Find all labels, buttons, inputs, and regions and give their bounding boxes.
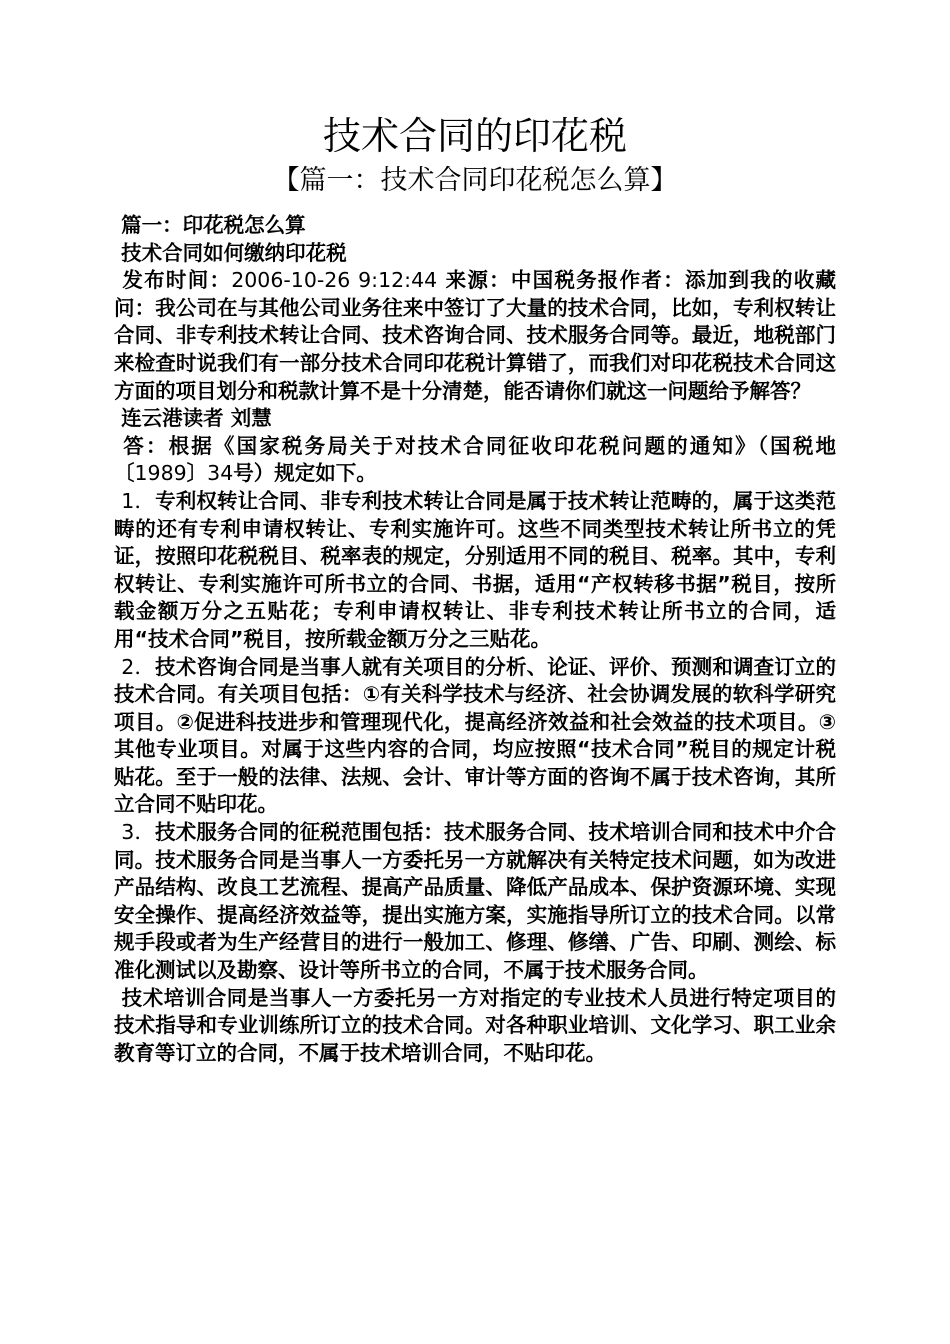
article-meta — [114, 267, 836, 405]
training-paragraph: 技术培训合同是当事人一方委托另一方对指定的专业技术人员进行特定项目的技术指导和专业训练所订立的技术合同。对各种职业培训、文化学习、职工业余教育等订立的合同，不属于技术培训合同，不贴印花。 — [114, 985, 837, 1065]
item-3: 3．技术服务合同的征税范围包括：技术服务合同、技术培训合同和技术中介合同。技术服务合同是当事人一方委托另一方就解决有关特定技术问题，如为改进产品结构、改良工艺流程、提高产品质量、降低产品成本、保护资源环境、实现安全操作、提高经济效益等，提出实施方案，实施指导所订立的技术合同。以常规手段或者为生产经营目的进行一般加工、修理、修缮、广告、印刷、测绘、标准化测试以及勘察、设计等所书立的合同，不属于技术服务合同。 — [114, 820, 837, 983]
reader-name: 连云港读者 刘慧 — [121, 406, 272, 431]
document-body — [114, 212, 836, 1067]
section-heading: 篇一：印花税怎么算 — [121, 213, 306, 237]
publish-label: 发布时间： — [122, 268, 232, 293]
document-subtitle: 【篇一：技术合同印花税怎么算】 — [272, 165, 678, 196]
answer-intro: 答：根据《国家税务局关于对技术合同征收印花税问题的通知》（国税地〔1989〕34号）规定如下。 — [114, 433, 836, 486]
item-1: 1．专利权转让合同、非专利技术转让合同是属于技术转让范畴的，属于这类范畴的还有专利申请权转让、专利实施许可。这些不同类型技术转让所书立的凭证，按照印花税税目、税率表的规定，分别适用不同的税目、税率。其中，专利权转让、专利实施许可所书立的合同、书据，适用“产权转移书据”税目，按所载金额万分之五贴花；专利申请权转让、非专利技术转让所书立的合同，适用“技术合同”税目，按所载金额万分之三贴花。 — [114, 488, 837, 651]
publish-time: 2006-10-26 9:12:44 — [231, 268, 438, 293]
meta-question: 来源：中国税务报作者：添加到我的收藏 问：我公司在与其他公司业务往来中签订了大量的技术合同，比如，专利权转让合同、非专利技术转让合同、技术咨询合同、技术服务合同等。最近，地税部门来检查时说我们有一部分技术合同印花税计算错了，而我们对印花税技术合同这方面的项目划分和税款计算不是十分清楚，能否请你们就这一问题给予解答？ — [114, 268, 837, 403]
item-2: 2．技术咨询合同是当事人就有关项目的分析、论证、评价、预测和调查订立的技术合同。有关项目包括：①有关科学技术与经济、社会协调发展的软科学研究项目。②促进科技进步和管理现代化，提高经济效益和社会效益的技术项目。③其他专业项目。对属于这些内容的合同，均应按照“技术合同”税目的规定计税贴花。至于一般的法律、法规、会计、审计等方面的咨询不属于技术咨询，其所立合同不贴印花。 — [114, 654, 837, 817]
document-title: 技术合同的印花税 — [322, 114, 627, 158]
article-title: 技术合同如何缴纳印花税 — [121, 240, 347, 265]
